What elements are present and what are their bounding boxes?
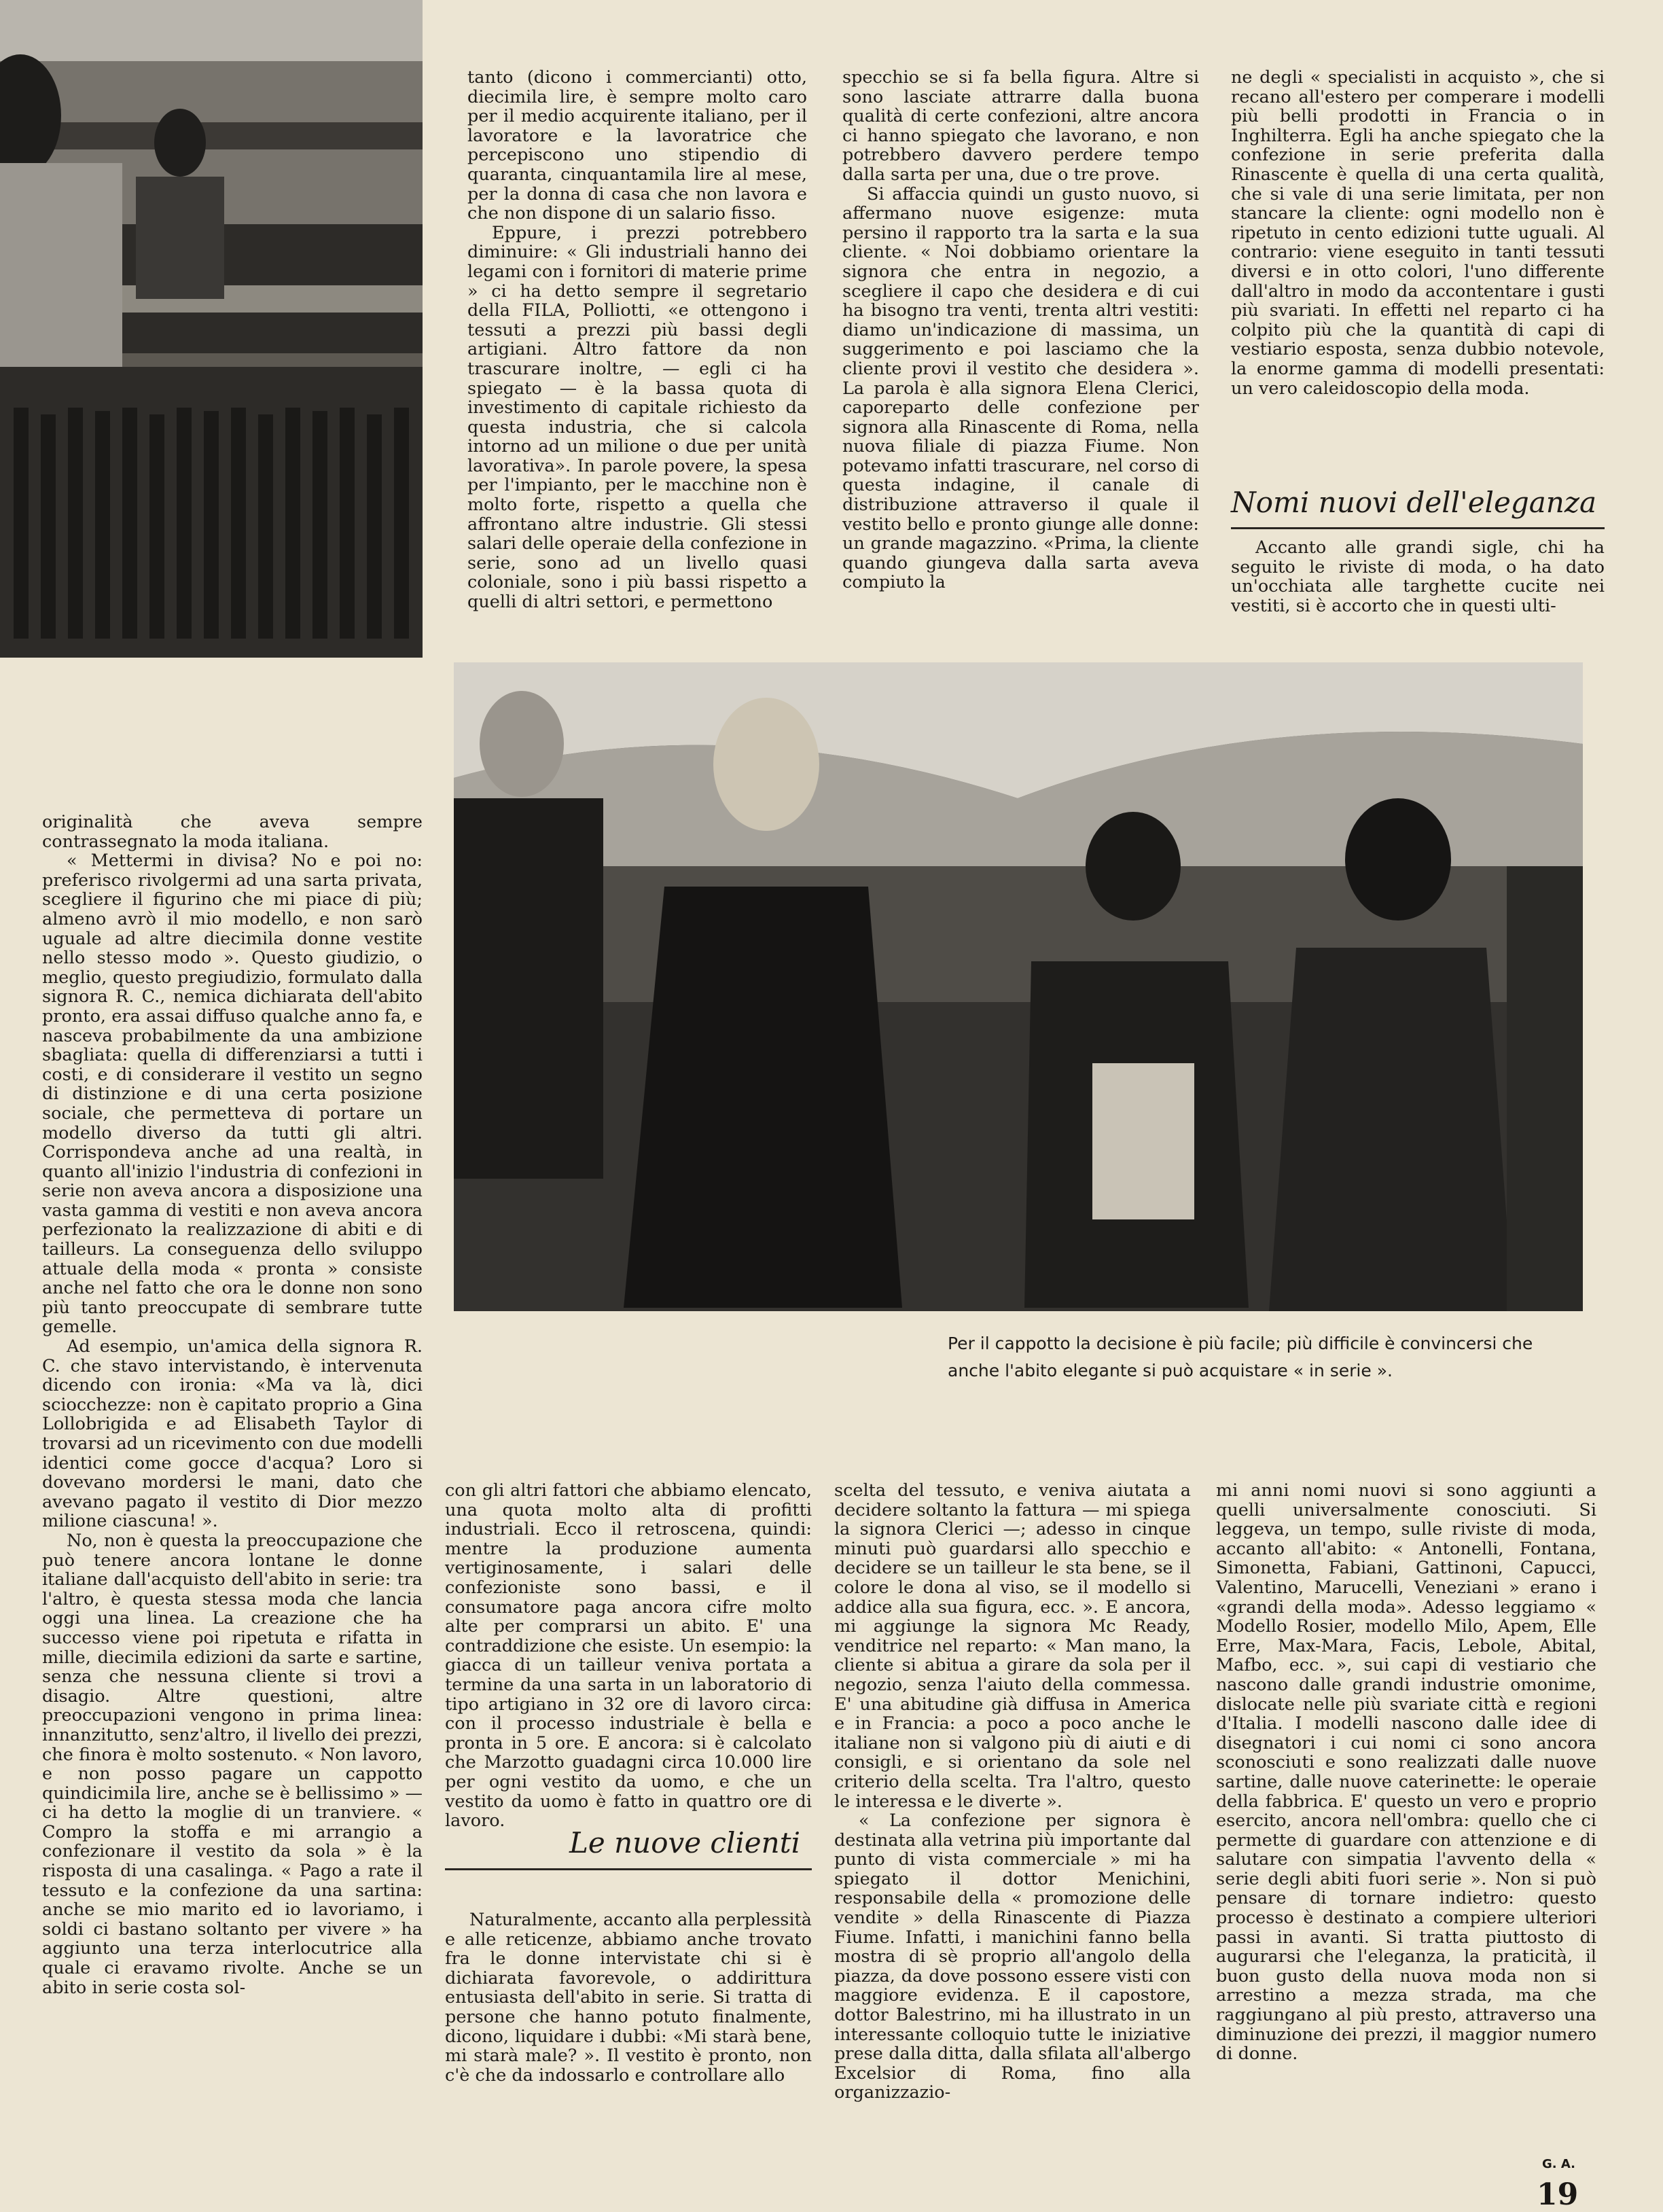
section-heading: Le nuove clienti (569, 1826, 801, 1859)
article-column (1216, 1481, 1596, 2064)
article-column (1231, 538, 1605, 616)
paragraph: originalità che aveva sempre contrassegnato la moda italiana. (42, 812, 423, 852)
paragraph: « Mettermi in divisa? No e poi no: preferisco rivolgermi ad una sarta privata, scegliere il figurino che mi piace di più; almeno avrò il mio modello, e non sarò uguale ad altre diecimila donne vestite nello stesso modo ». Questo giudizio, o meglio, questo pregiudizio, formulato dalla signora R. C., nemica dichiarata dell'abito pronto, era assai diffuso qualche anno fa, e nasceva probabilmente da una ambizione sbagliata: quella di differenziarsi a tutti i costi, e di considerare il vestito un segno di distinzione e di una certa posizione sociale, che permetteva di portare un modello diverso da tutti gli altri. Corrispondeva anche ad una realtà, in quanto all'inizio l'industria di confezioni in serie non aveva ancora a disposizione una vasta gamma di vestiti e non aveva ancora perfezionato la realizzazione di abiti e di tailleurs. La conseguenza dello sviluppo attuale della moda « pronta » consiste anche nel fatto che ora le donne non sono più tanto preoccupate di sembrare tutte gemelle. (42, 851, 423, 1338)
article-column (445, 1910, 812, 2085)
article-column (445, 1481, 812, 1831)
paragraph: Ad esempio, un'amica della signora R. C. che stavo intervistando, è intervenuta dicendo con ironia: «Ma va là, dici sciocchezze: non è capitato proprio a Gina Lollobrigida e ad Elisabeth Taylor di trovarsi ad un ricevimento con due modelli identici come gocce d'acqua? Loro si dovevano mordersi le mani, dato che avevano pagato il vestito di Dior mezzo milione ciascuna! ». (42, 1336, 423, 1532)
article-column (834, 1481, 1191, 2103)
paragraph: Eppure, i prezzi potrebbero diminuire: « Gli industriali hanno dei legami con i fornitori di materie prime » ci ha detto sempre il segretario della FILA, Polliotti, «e ottengono i tessuti a prezzi più bassi degli artigiani. Altro fattore da non trascurare inoltre, — egli ci ha spiegato — è la bassa quota di investimento di capitale richiesto da questa industria, che si calcola intorno ad un milione o due per unità lavorativa». In parole povere, la spesa per l'impianto, per le macchine non è molto forte, rispetto a quella che affrontano altre industrie. Gli stessi salari delle operaie della confezione in serie, sono ad un livello quasi coloniale, sono i più bassi rispetto a quelli di altri settori, e permettono (467, 222, 807, 613)
paragraph: scelta del tessuto, e veniva aiutata a decidere soltanto la fattura — mi spiega la signora Clerici —; adesso in cinque minuti può guardarsi allo specchio e decidere se un tailleur le sta bene, se il colore le dona al viso, se il modello si addice alla sua figura, ecc. ». E ancora, mi aggiunge la signora Mc Ready, venditrice nel reparto: « Man mano, la cliente si abitua a girare da sola per il negozio, senza l'aiuto della commessa. E' una abitudine già diffusa in America e in Francia: a poco a poco anche le italiane non si valgono più di aiuti e di consigli, e si orientano da sole nel criterio della scelta. Tra l'altro, questo le interessa e le diverte ». (834, 1480, 1191, 1812)
paragraph: mi anni nomi nuovi si sono aggiunti a quelli universalmente conosciuti. Si leggeva, un tempo, sulle riviste di moda, accanto all'abito: « Antonelli, Fontana, Simonetta, Fabiani, Gattinoni, Capucci, Valentino, Marucelli, Veneziani » erano i «grandi della moda». Adesso leggiamo « Modello Rosier, modello Milo, Apem, Elle Erre, Max-Mara, Facis, Lebole, Abital, Mafbo, ecc. », sui capi di vestiario che nascono dalle grandi industrie omonime, dislocate nelle più svariate città e regioni d'Italia. I modelli nascono dalle idee di disegnatori i cui nomi ci sono ancora sconosciuti e sono realizzati dalle nuove sartine, dalle nuove caterinette: le operaie della fabbrica. E' questo un vero e proprio esercito, ancora nell'ombra: quello che ci permette di guardare con attenzione e di salutare con simpatia l'avvento della « serie degli abiti fuori serie ». Non si può pensare di tornare indietro: questo processo è destinato a compiere ulteriori passi in avanti. Si tratta piuttosto di augurarsi che l'eleganza, la praticità, il buon gusto della nuova moda non si arrestino a mezza strada, ma che raggiungano al più presto, attraverso una diminuzione dei prezzi, il maggior numero di donne. (1216, 1480, 1596, 2065)
section-heading: Nomi nuovi dell'eleganza (1231, 486, 1596, 519)
photo-caption: Per il cappotto la decisione è più facile; più difficile è convincersi che anche l'abito elegante si può acquistare « in serie ». (948, 1334, 1533, 1380)
paragraph: Naturalmente, accanto alla perplessità e alle reticenze, abbiamo anche trovato fra le donne intervistate chi si è dichiarata favorevole, o addirittura entusiasta dell'abito in serie. Si tratta di persone che hanno potuto finalmente, dicono, liquidare i dubbi: «Mi starà bene, mi starà male? ». Il vestito è pronto, non c'è che da indossarlo e controllare allo (445, 1910, 812, 2086)
paragraph: con gli altri fattori che abbiamo elencato, una quota molto alta di profitti industriali. Ecco il retroscena, quindi: mentre la produzione aumenta vertiginosamente, i salari delle confezioniste sono bassi, e il consumatore paga ancora cifre molto alte per comprarsi un abito. E' una contraddizione che esiste. Un esempio: la giacca di un tailleur veniva portata a termine da una sarta in un laboratorio di tipo artigiano in 32 ore di lavoro circa: con il processo industriale è bella e pronta in 5 ore. E ancora: si è calcolato che Marzotto guadagni circa 10.000 lire per ogni vestito da uomo, e che un vestito da uomo è fatto in quattro ore di lavoro. (445, 1480, 812, 1832)
paragraph: specchio se si fa bella figura. Altre si sono lasciate attrarre dalla buona qualità di certe confezioni, altre ancora ci hanno spiegato che lavorano, e non potrebbero davvero perdere tempo dalla sarta per una, due o tre prove. (842, 67, 1199, 185)
shop-photo (0, 0, 423, 658)
author-initials: G. A. (1542, 2157, 1575, 2171)
article-column (1231, 68, 1605, 398)
heading-rule (445, 1868, 812, 1870)
paragraph: « La confezione per signora è destinata alla vetrina più importante dal punto di vista commerciale » mi ha spiegato il dottor Menichini, responsabile della « promozione delle vendite » della Rinascente di Piazza Fiume. Infatti, i manichini fanno bella mostra di sè proprio all'angolo della piazza, da dove possono essere visti con maggiore evidenza. E il capostore, dottor Balestrino, mi ha illustrato in un interessante colloquio tutte le iniziative prese dalla ditta, dalla sfilata all'albergo Excelsior di Roma, fino alla organizzazio- (834, 1810, 1191, 2103)
shop-photo-drawing (0, 0, 423, 658)
paragraph: ne degli « specialisti in acquisto », che si recano all'estero per comperare i modelli più belli prodotti in Francia o in Inghilterra. Egli ha anche spiegato che la confezione in serie preferita dalla Rinascente è quella di una certa qualità, che si vale di una serie limitata, per non stancare la cliente: ogni modello non è ripetuto in cento edizioni tutte uguali. Al contrario: viene eseguito in tanti tessuti diversi e in otto colori, l'uno differente dall'altro in modo da accontentare i gusti più svariati. In effetti nel reparto ci ha colpito più che la quantità di capi di vestiario esposta, senza dubbio notevole, la enorme gamma di modelli presentati: un vero caleidoscopio della moda. (1231, 67, 1605, 399)
mannequins-photo-drawing (454, 662, 1583, 1311)
mannequins-photo (454, 662, 1583, 1311)
paragraph: tanto (dicono i commercianti) otto, diecimila lire, è sempre molto caro per il medio acquirente italiano, per il lavoratore e la lavoratrice che percepiscono uno stipendio di quaranta, cinquantamila lire al mese, per la donna di casa che non lavora e che non dispone di un salario fisso. (467, 67, 807, 224)
paragraph: No, non è questa la preoccupazione che può tenere ancora lontane le donne italiane dall'acquisto dell'abito in serie: tra l'altro, è questa stessa moda che lancia oggi una linea. La creazione che ha successo viene poi ripetuta e rifatta in mille, diecimila edizioni da sarte e sartine, senza che nessuna cliente si trovi a disagio. Altre questioni, altre preoccupazioni vengono in prima linea: innanzitutto, senz'altro, il livello dei prezzi, che finora è molto sostenuto. « Non lavoro, e non posso pagare un cappotto quindicimila lire, anche se è bellissimo » — ci ha detto la moglie di un tranviere. « Compro la stoffa e mi arrangio a confezionare il vestito da sola » è la risposta di una casalinga. « Pago a rate il tessuto e la confezione da una sartina: anche se mio marito ed io lavoriamo, i soldi ci bastano soltanto per vivere » ha aggiunto una terza interlocutrice alla quale ci eravamo rivolte. Anche se un abito in serie costa sol- (42, 1530, 423, 1998)
article-column (842, 68, 1199, 592)
page-number: 19 (1537, 2177, 1579, 2212)
paragraph: Accanto alle grandi sigle, chi ha seguito le riviste di moda, o ha dato un'occhiata alle targhette cucite nei vestiti, si è accorto che in questi ulti- (1231, 537, 1605, 616)
article-column (42, 813, 423, 1997)
paragraph: Si affaccia quindi un gusto nuovo, si affermano nuove esigenze: muta persino il rapporto tra la sarta e la sua cliente. « Noi dobbiamo orientare la signora che entra in negozio, a scegliere il capo che desidera e di cui ha bisogno tra venti, trenta altri vestiti: diamo un'indicazione di massima, un suggerimento e poi lasciamo che la cliente provi il vestito che desidera ». La parola è alla signora Elena Clerici, caporeparto delle confezione per signora alla Rinascente di Roma, nella nuova filiale di piazza Fiume. Non potevamo infatti trascurare, nel corso di questa indagine, il canale di distribuzione attraverso il quale il vestito bello e pronto giunge alle donne: un grande magazzino. «Prima, la cliente quando giungeva dalla sarta aveva compiuto la (842, 183, 1199, 593)
article-column (467, 68, 807, 612)
heading-rule (1231, 527, 1605, 529)
